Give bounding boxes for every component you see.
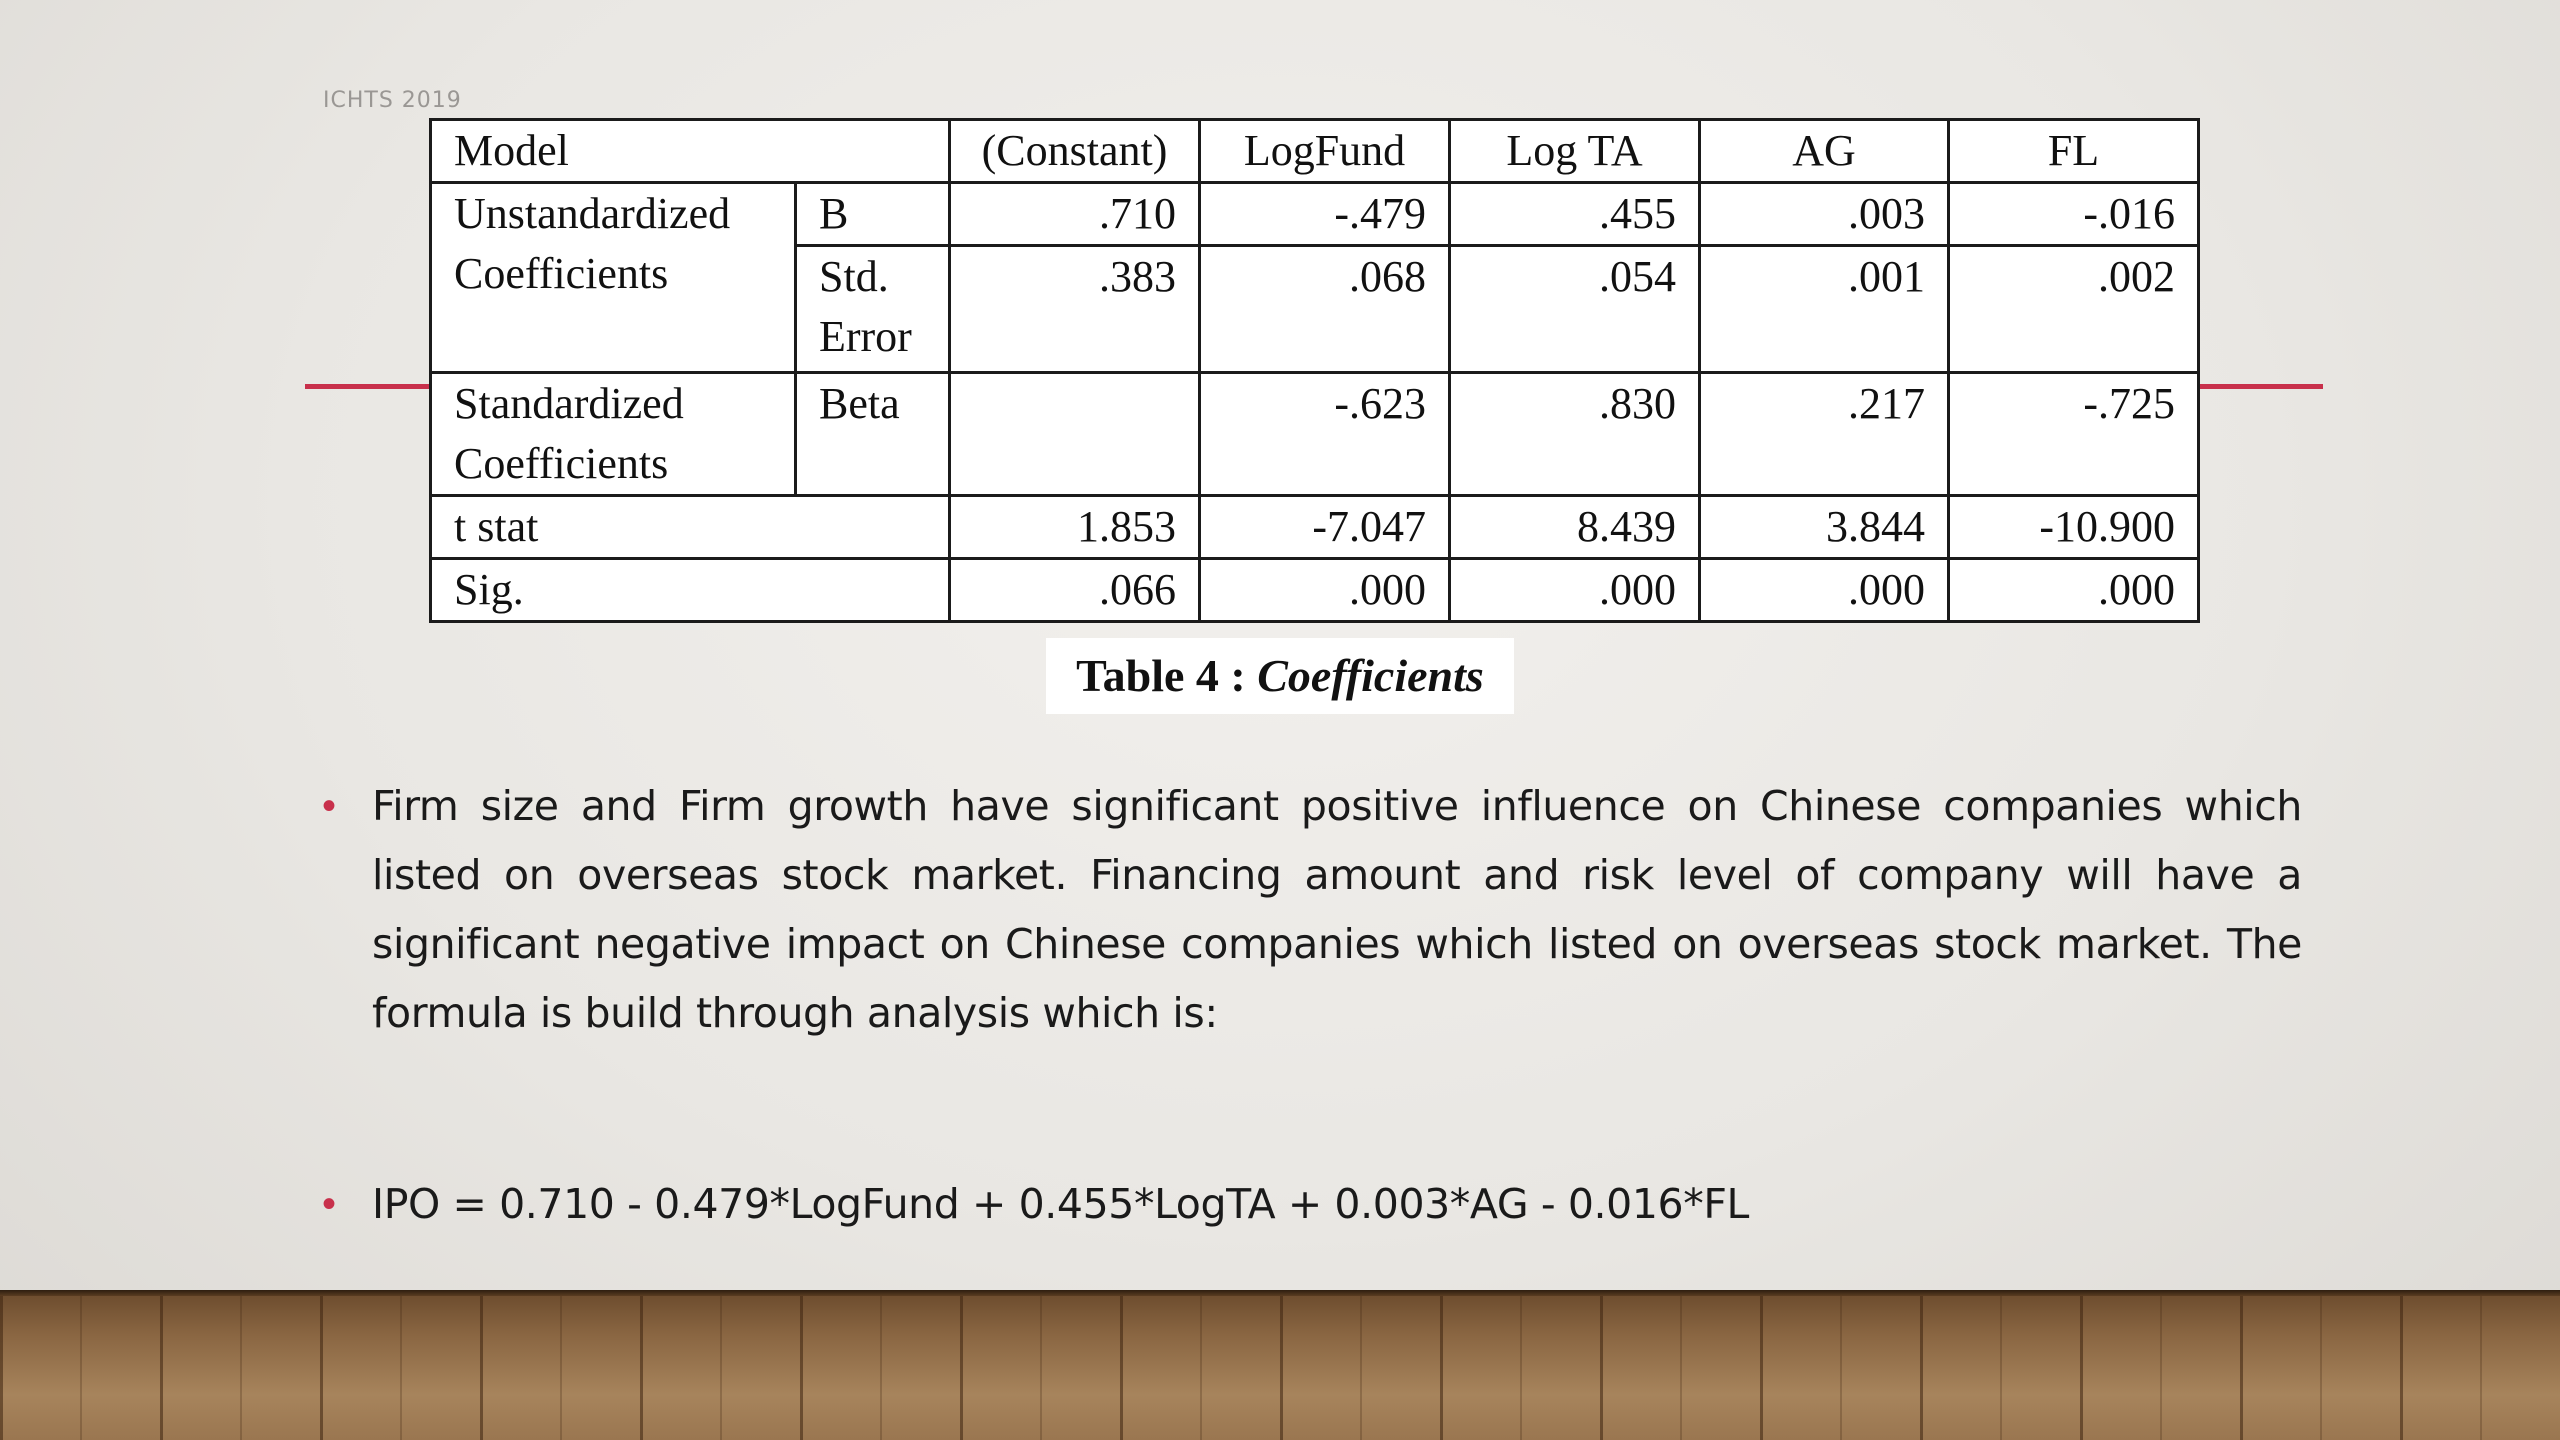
table-cell: .000 [1200, 559, 1450, 622]
table-cell: .455 [1450, 183, 1700, 246]
beta-label: Beta [796, 373, 950, 496]
table-cell: .000 [1949, 559, 2199, 622]
table-cell: .000 [1700, 559, 1949, 622]
sig-label: Sig. [431, 559, 950, 622]
table-cell: -7.047 [1200, 496, 1450, 559]
header-ag: AG [1700, 120, 1949, 183]
footer-label: ICHTS 2019 [323, 88, 462, 113]
tstat-label: t stat [431, 496, 950, 559]
caption-prefix: Table 4 : [1076, 650, 1258, 701]
table-cell: -10.900 [1949, 496, 2199, 559]
table-cell: -.725 [1949, 373, 2199, 496]
table-cell: .068 [1200, 246, 1450, 373]
header-logta: Log TA [1450, 120, 1700, 183]
table-cell: -.623 [1200, 373, 1450, 496]
table-cell: .217 [1700, 373, 1949, 496]
standardized-label: Standardized Coefficients [431, 373, 796, 496]
table-cell: 3.844 [1700, 496, 1949, 559]
table-row-sig [431, 559, 2199, 622]
table-caption [1046, 638, 1514, 714]
table-cell: .001 [1700, 246, 1949, 373]
header-model: Model [431, 120, 950, 183]
table-cell: .710 [950, 183, 1200, 246]
bullet-text: Firm size and Firm growth have significant positive influence on Chinese companies which listed on overseas stock market. Financing amount and risk level of company will have a significant negative impact on Chinese companies which listed on overseas stock market. The formula is build through analysis which is: [372, 782, 2302, 1037]
table-cell: 1.853 [950, 496, 1200, 559]
table-cell: .066 [950, 559, 1200, 622]
table-cell: .000 [1450, 559, 1700, 622]
table-row-b [431, 183, 2199, 246]
bullet-icon: • [322, 1182, 337, 1226]
table-cell: .383 [950, 246, 1200, 373]
table-row-beta [431, 373, 2199, 496]
header-constant: (Constant) [950, 120, 1200, 183]
b-label: B [796, 183, 950, 246]
header-logfund: LogFund [1200, 120, 1450, 183]
table-cell: .003 [1700, 183, 1949, 246]
table-cell: .054 [1450, 246, 1700, 373]
table-cell: .002 [1949, 246, 2199, 373]
accent-line-left [305, 384, 430, 389]
table-cell: 8.439 [1450, 496, 1700, 559]
accent-line-right [2198, 384, 2323, 389]
coefficients-table [429, 118, 2200, 623]
wood-floor [0, 1290, 2560, 1440]
table-cell [950, 373, 1200, 496]
table-cell: .830 [1450, 373, 1700, 496]
table-cell: -.479 [1200, 183, 1450, 246]
bullet-icon: • [322, 784, 337, 828]
table-row-tstat [431, 496, 2199, 559]
bullet-item [322, 1170, 2302, 1239]
table-header-row [431, 120, 2199, 183]
table-cell: -.016 [1949, 183, 2199, 246]
bullet-item [322, 772, 2302, 1048]
caption-emphasis: Coefficients [1257, 650, 1484, 701]
std-error-label: Std. Error [796, 246, 950, 373]
unstandardized-label: Unstandardized Coefficients [431, 183, 796, 373]
header-fl: FL [1949, 120, 2199, 183]
formula-text: IPO = 0.710 - 0.479*LogFund + 0.455*LogTA + 0.003*AG - 0.016*FL [372, 1180, 1749, 1228]
